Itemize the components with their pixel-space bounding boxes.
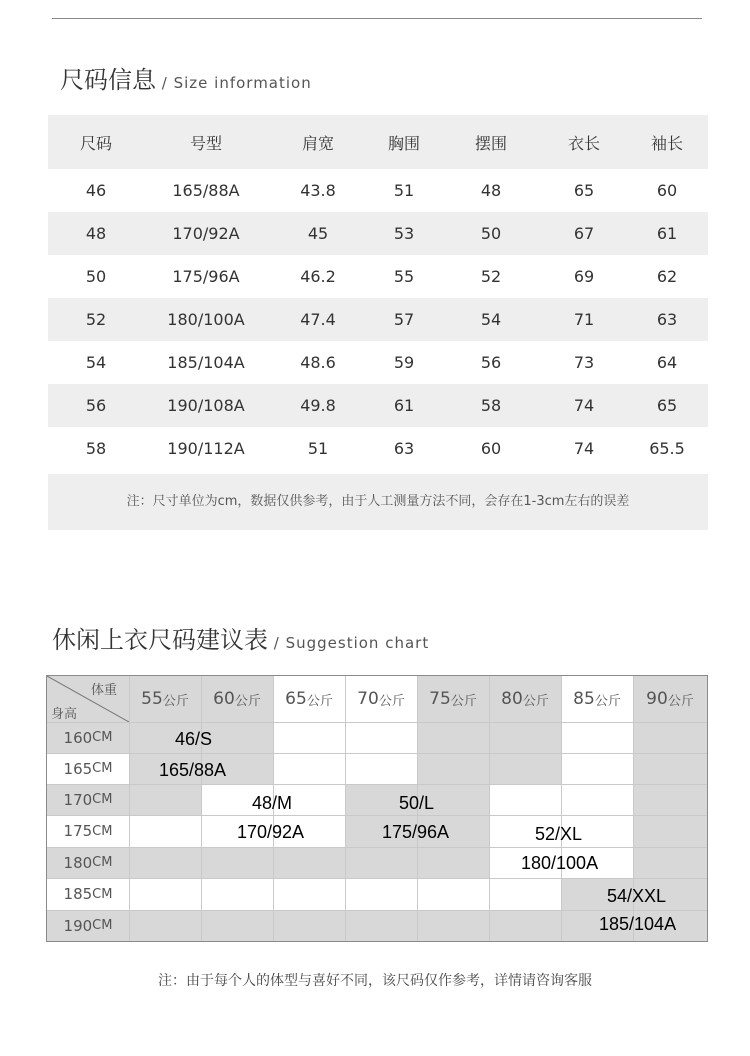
weight-unit: 公斤 <box>594 693 621 709</box>
height-label <box>47 753 129 784</box>
size-table-header-row <box>48 115 708 169</box>
table-cell: 190/108A <box>167 396 245 415</box>
height-num: 180 <box>63 853 93 872</box>
table-cell: 60 <box>656 181 678 200</box>
size-code-54: 185/104A <box>599 914 677 934</box>
weight-num: 75 <box>429 689 451 709</box>
size-info-title-sep: / <box>156 74 174 92</box>
table-cell: 56 <box>85 396 107 415</box>
grid-line <box>47 910 707 911</box>
empty-zone <box>129 847 489 878</box>
height-label <box>47 815 129 847</box>
table-cell: 48.6 <box>300 353 336 372</box>
table-cell: 54 <box>85 353 107 372</box>
top-divider <box>52 18 702 19</box>
empty-zone <box>129 784 201 815</box>
table-cell: 180/100A <box>167 310 245 329</box>
weight-header <box>129 676 201 722</box>
table-cell: 71 <box>573 310 595 329</box>
table-cell: 57 <box>393 310 415 329</box>
weight-num: 80 <box>501 689 523 709</box>
height-label <box>47 910 129 941</box>
table-cell: 185/104A <box>167 353 245 372</box>
weight-unit: 公斤 <box>162 693 189 709</box>
height-unit: CM <box>92 792 113 807</box>
weight-header <box>633 676 707 722</box>
suggestion-note: 注：由于每个人的体型与喜好不同，该尺码仅作参考，详情请咨询客服 <box>158 973 592 989</box>
size-code-46: 165/88A <box>159 760 227 780</box>
weight-header <box>489 676 561 722</box>
size-label-46: 46/S <box>175 729 213 749</box>
height-unit: CM <box>92 886 113 902</box>
grid-line <box>47 784 707 785</box>
table-cell: 51 <box>307 439 329 458</box>
table-cell: 73 <box>573 353 595 372</box>
table-cell: 48 <box>85 224 107 243</box>
grid-line <box>47 847 707 848</box>
table-cell: 62 <box>656 267 678 286</box>
table-cell: 56 <box>480 353 502 372</box>
table-cell: 55 <box>393 267 415 286</box>
table-cell: 63 <box>393 439 415 458</box>
table-cell: 51 <box>393 181 415 200</box>
weight-header <box>201 676 273 722</box>
table-cell: 43.8 <box>300 181 336 200</box>
table-cell: 50 <box>85 267 107 286</box>
table-cell: 46 <box>85 181 107 200</box>
empty-zone <box>633 815 707 847</box>
weight-num: 70 <box>357 689 379 709</box>
height-unit: CM <box>92 823 113 839</box>
table-cell: 60 <box>480 439 502 458</box>
table-row <box>48 298 708 341</box>
col-header: 尺码 <box>79 133 112 153</box>
col-header: 摆围 <box>474 133 507 153</box>
height-num: 165 <box>63 759 93 778</box>
size-info-title-cn: 尺码信息 <box>60 66 156 94</box>
col-header: 衣长 <box>567 133 600 153</box>
table-cell: 65.5 <box>649 439 685 458</box>
suggestion-title-cn: 休闲上衣尺码建议表 <box>52 626 268 654</box>
grid-line <box>201 676 202 941</box>
table-cell: 74 <box>573 396 595 415</box>
height-num: 160 <box>63 728 93 747</box>
size-info-title-en: Size information <box>173 74 312 92</box>
empty-zone <box>129 815 201 847</box>
table-cell: 53 <box>393 224 415 243</box>
table-cell: 58 <box>480 396 502 415</box>
grid-line <box>345 676 346 941</box>
table-cell: 175/96A <box>172 267 240 286</box>
col-header: 号型 <box>189 133 222 153</box>
weight-header <box>417 676 489 722</box>
weight-header <box>561 676 633 722</box>
table-cell: 64 <box>656 353 678 372</box>
table-row <box>48 212 708 255</box>
suggestion-title <box>52 620 429 655</box>
table-cell: 54 <box>480 310 502 329</box>
grid-line <box>47 815 707 816</box>
size-code-52: 180/100A <box>521 853 599 873</box>
weight-header <box>273 676 345 722</box>
table-row <box>48 255 708 298</box>
table-cell: 65 <box>573 181 595 200</box>
weight-unit: 公斤 <box>234 693 261 709</box>
weight-num: 85 <box>573 689 595 709</box>
weight-unit: 公斤 <box>522 693 549 709</box>
table-cell: 170/92A <box>172 224 240 243</box>
weight-num: 60 <box>213 689 235 709</box>
table-row <box>48 427 708 470</box>
weight-unit: 公斤 <box>306 693 333 709</box>
size-label-48: 48/M <box>252 793 293 813</box>
weight-num: 90 <box>646 689 668 709</box>
table-cell: 47.4 <box>300 310 336 329</box>
grid-line <box>489 676 490 941</box>
table-cell: 65 <box>656 396 678 415</box>
table-cell: 48 <box>480 181 502 200</box>
height-num: 185 <box>63 885 93 903</box>
size-label-52: 52/XL <box>535 824 583 844</box>
grid-line <box>47 878 707 879</box>
weight-unit: 公斤 <box>450 693 477 709</box>
table-cell: 52 <box>85 310 107 329</box>
grid-line <box>129 676 130 941</box>
height-unit: CM <box>92 918 113 933</box>
table-cell: 52 <box>480 267 502 286</box>
height-label <box>47 847 129 878</box>
suggestion-chart <box>46 675 708 942</box>
table-cell: 49.8 <box>300 396 336 415</box>
grid-line <box>47 753 707 754</box>
corner-weight-label: 体重 <box>91 683 118 698</box>
table-row <box>48 384 708 427</box>
table-row <box>48 169 708 212</box>
table-cell: 46.2 <box>300 267 336 286</box>
table-cell: 61 <box>393 396 415 415</box>
col-header: 胸围 <box>387 133 420 153</box>
table-cell: 59 <box>393 353 415 372</box>
table-cell: 69 <box>573 267 595 286</box>
table-cell: 74 <box>573 439 595 458</box>
size-label-54: 54/XXL <box>607 886 667 906</box>
weight-num: 65 <box>285 689 307 709</box>
height-unit: CM <box>92 761 113 776</box>
height-num: 170 <box>63 790 93 809</box>
suggestion-title-sep: / <box>268 634 286 652</box>
size-info-title <box>60 60 312 95</box>
suggestion-title-en: Suggestion chart <box>285 634 430 652</box>
size-info-note: 注：尺寸单位为cm，数据仅供参考，由于人工测量方法不同，会存在1-3cm左右的误差 <box>48 474 708 530</box>
height-unit: CM <box>92 855 113 870</box>
height-unit: CM <box>92 730 113 745</box>
table-cell: 50 <box>480 224 502 243</box>
height-num: 190 <box>63 916 93 935</box>
height-label <box>47 722 129 753</box>
table-cell: 58 <box>85 439 107 458</box>
empty-zone <box>633 847 707 878</box>
table-cell: 190/112A <box>167 439 245 458</box>
height-num: 175 <box>63 822 93 840</box>
size-label-50: 50/L <box>399 793 435 813</box>
col-header: 肩宽 <box>301 133 334 153</box>
empty-zone <box>633 784 707 815</box>
size-code-50: 175/96A <box>382 822 450 842</box>
table-cell: 45 <box>307 224 329 243</box>
col-header: 袖长 <box>650 133 683 153</box>
size-code-48: 170/92A <box>237 822 305 842</box>
weight-unit: 公斤 <box>378 693 405 709</box>
height-label <box>47 878 129 910</box>
weight-num: 55 <box>141 689 163 709</box>
grid-line <box>47 722 707 723</box>
corner-height-label: 身高 <box>51 707 78 722</box>
table-row <box>48 341 708 384</box>
size-info-table <box>48 115 708 470</box>
weight-header <box>345 676 417 722</box>
height-label <box>47 784 129 815</box>
table-cell: 165/88A <box>172 181 240 200</box>
table-cell: 63 <box>656 310 678 329</box>
weight-unit: 公斤 <box>667 693 694 709</box>
table-cell: 67 <box>573 224 595 243</box>
table-cell: 61 <box>656 224 678 243</box>
grid-line <box>561 676 562 941</box>
